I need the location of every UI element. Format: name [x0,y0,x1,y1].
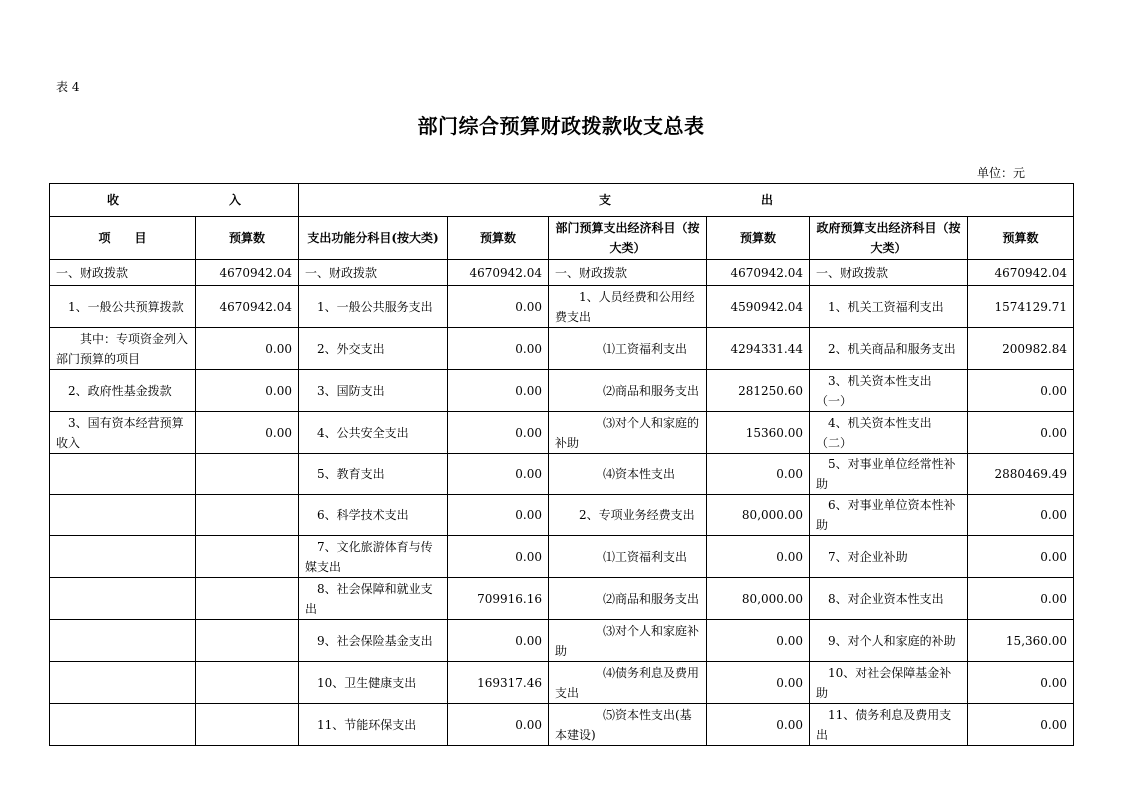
gov-econ-budget-cell: 4670942.04 [968,260,1074,286]
dept-econ-budget-cell: 4670942.04 [707,260,810,286]
dept-econ-item-cell: ⑵商品和服务支出 [549,578,707,620]
gov-econ-item-cell: 5、对事业单位经常性补助 [810,454,968,495]
dept-econ-budget-cell: 0.00 [707,454,810,495]
function-item-cell: 11、节能环保支出 [299,704,448,746]
gov-econ-item-cell: 10、对社会保障基金补助 [810,662,968,704]
income-item-cell [50,578,196,620]
gov-econ-budget-cell: 0.00 [968,578,1074,620]
function-budget-cell: 0.00 [448,620,549,662]
income-budget-cell [196,454,299,495]
gov-econ-item-cell: 1、机关工资福利支出 [810,286,968,328]
gov-econ-budget-cell: 0.00 [968,370,1074,412]
function-budget-cell: 0.00 [448,454,549,495]
function-budget-cell: 0.00 [448,536,549,578]
gov-econ-budget-cell: 0.00 [968,412,1074,454]
dept-econ-item-cell: ⑴工资福利支出 [549,536,707,578]
table-row [50,536,1074,578]
gov-econ-item-cell: 8、对企业资本性支出 [810,578,968,620]
gov-econ-item-cell: 11、债务利息及费用支出 [810,704,968,746]
function-budget-cell: 4670942.04 [448,260,549,286]
income-item-cell [50,495,196,536]
gov-econ-item-cell: 4、机关资本性支出（二） [810,412,968,454]
dept-econ-budget-cell: 80,000.00 [707,578,810,620]
function-budget-cell: 0.00 [448,495,549,536]
income-budget-cell: 0.00 [196,370,299,412]
function-budget-cell: 0.00 [448,704,549,746]
income-item-cell: 2、政府性基金拨款 [50,370,196,412]
expense-header: 支 出 [299,184,1074,217]
income-item-cell [50,536,196,578]
dept-econ-budget-cell: 0.00 [707,620,810,662]
gov-econ-budget-column-header: 预算数 [968,217,1074,260]
function-item-cell: 1、一般公共服务支出 [299,286,448,328]
gov-econ-budget-cell: 0.00 [968,662,1074,704]
income-budget-cell: 0.00 [196,328,299,370]
income-budget-cell [196,662,299,704]
income-budget-cell: 0.00 [196,412,299,454]
income-item-cell [50,620,196,662]
dept-econ-budget-cell: 80,000.00 [707,495,810,536]
function-item-cell: 9、社会保险基金支出 [299,620,448,662]
income-item-cell: 1、一般公共预算拨款 [50,286,196,328]
income-header: 收 入 [50,184,299,217]
dept-econ-budget-cell: 4294331.44 [707,328,810,370]
income-budget-column-header: 预算数 [196,217,299,260]
function-budget-cell: 0.00 [448,412,549,454]
table-row [50,495,1074,536]
budget-table [49,183,1074,746]
function-item-cell: 一、财政拨款 [299,260,448,286]
table-row [50,370,1074,412]
income-item-cell: 一、财政拨款 [50,260,196,286]
dept-econ-item-cell: ⑸资本性支出(基本建设) [549,704,707,746]
income-item-cell: 其中：专项资金列入部门预算的项目 [50,328,196,370]
function-budget-cell: 709916.16 [448,578,549,620]
function-item-cell: 10、卫生健康支出 [299,662,448,704]
table-row [50,454,1074,495]
function-item-cell: 3、国防支出 [299,370,448,412]
gov-econ-budget-cell: 0.00 [968,536,1074,578]
table-row [50,620,1074,662]
gov-econ-item-cell: 6、对事业单位资本性补助 [810,495,968,536]
function-item-cell: 6、科学技术支出 [299,495,448,536]
function-item-cell: 7、文化旅游体育与传媒支出 [299,536,448,578]
function-item-cell: 5、教育支出 [299,454,448,495]
function-item-cell: 4、公共安全支出 [299,412,448,454]
dept-econ-budget-cell: 281250.60 [707,370,810,412]
table-row [50,286,1074,328]
gov-econ-item-cell: 3、机关资本性支出（一） [810,370,968,412]
gov-econ-budget-cell: 15,360.00 [968,620,1074,662]
dept-econ-budget-cell: 0.00 [707,704,810,746]
dept-econ-item-cell: ⑴工资福利支出 [549,328,707,370]
income-budget-cell: 4670942.04 [196,286,299,328]
function-budget-cell: 169317.46 [448,662,549,704]
gov-econ-budget-cell: 0.00 [968,495,1074,536]
table-row [50,662,1074,704]
income-budget-cell [196,704,299,746]
dept-econ-item-cell: ⑷资本性支出 [549,454,707,495]
function-item-cell: 8、社会保障和就业支出 [299,578,448,620]
income-budget-cell [196,536,299,578]
dept-econ-item-cell: ⑷债务利息及费用支出 [549,662,707,704]
income-item-cell [50,662,196,704]
dept-econ-item-cell: ⑶对个人和家庭补助 [549,620,707,662]
dept-econ-item-cell: 2、专项业务经费支出 [549,495,707,536]
function-class-column-header: 支出功能分科目(按大类) [299,217,448,260]
unit-label: 单位：元 [977,166,1026,180]
dept-econ-budget-cell: 0.00 [707,536,810,578]
dept-econ-budget-cell: 4590942.04 [707,286,810,328]
table-number: 表 4 [56,80,80,94]
page-title: 部门综合预算财政拨款收支总表 [417,114,705,138]
dept-econ-item-cell: 一、财政拨款 [549,260,707,286]
gov-econ-item-cell: 2、机关商品和服务支出 [810,328,968,370]
dept-econ-item-cell: ⑶对个人和家庭的补助 [549,412,707,454]
income-budget-cell [196,495,299,536]
table-row [50,328,1074,370]
table-row [50,412,1074,454]
gov-econ-budget-cell: 2880469.49 [968,454,1074,495]
gov-econ-budget-cell: 200982.84 [968,328,1074,370]
function-budget-cell: 0.00 [448,286,549,328]
income-item-cell [50,454,196,495]
income-budget-cell [196,578,299,620]
dept-econ-item-cell: ⑵商品和服务支出 [549,370,707,412]
income-budget-cell [196,620,299,662]
gov-econ-item-cell: 9、对个人和家庭的补助 [810,620,968,662]
dept-econ-budget-cell: 0.00 [707,662,810,704]
function-budget-cell: 0.00 [448,328,549,370]
gov-econ-budget-cell: 0.00 [968,704,1074,746]
table-row [50,578,1074,620]
gov-econ-item-cell: 7、对企业补助 [810,536,968,578]
dept-econ-budget-column-header: 预算数 [707,217,810,260]
dept-econ-budget-cell: 15360.00 [707,412,810,454]
table-body [50,260,1074,746]
dept-econ-column-header: 部门预算支出经济科目（按大类） [549,217,707,260]
table-row [50,704,1074,746]
gov-econ-column-header: 政府预算支出经济科目（按大类） [810,217,968,260]
income-budget-cell: 4670942.04 [196,260,299,286]
income-item-cell: 3、国有资本经营预算收入 [50,412,196,454]
gov-econ-budget-cell: 1574129.71 [968,286,1074,328]
income-item-cell [50,704,196,746]
function-budget-cell: 0.00 [448,370,549,412]
gov-econ-item-cell: 一、财政拨款 [810,260,968,286]
function-item-cell: 2、外交支出 [299,328,448,370]
function-budget-column-header: 预算数 [448,217,549,260]
dept-econ-item-cell: 1、人员经费和公用经费支出 [549,286,707,328]
item-column-header: 项 目 [50,217,196,260]
table-row [50,260,1074,286]
